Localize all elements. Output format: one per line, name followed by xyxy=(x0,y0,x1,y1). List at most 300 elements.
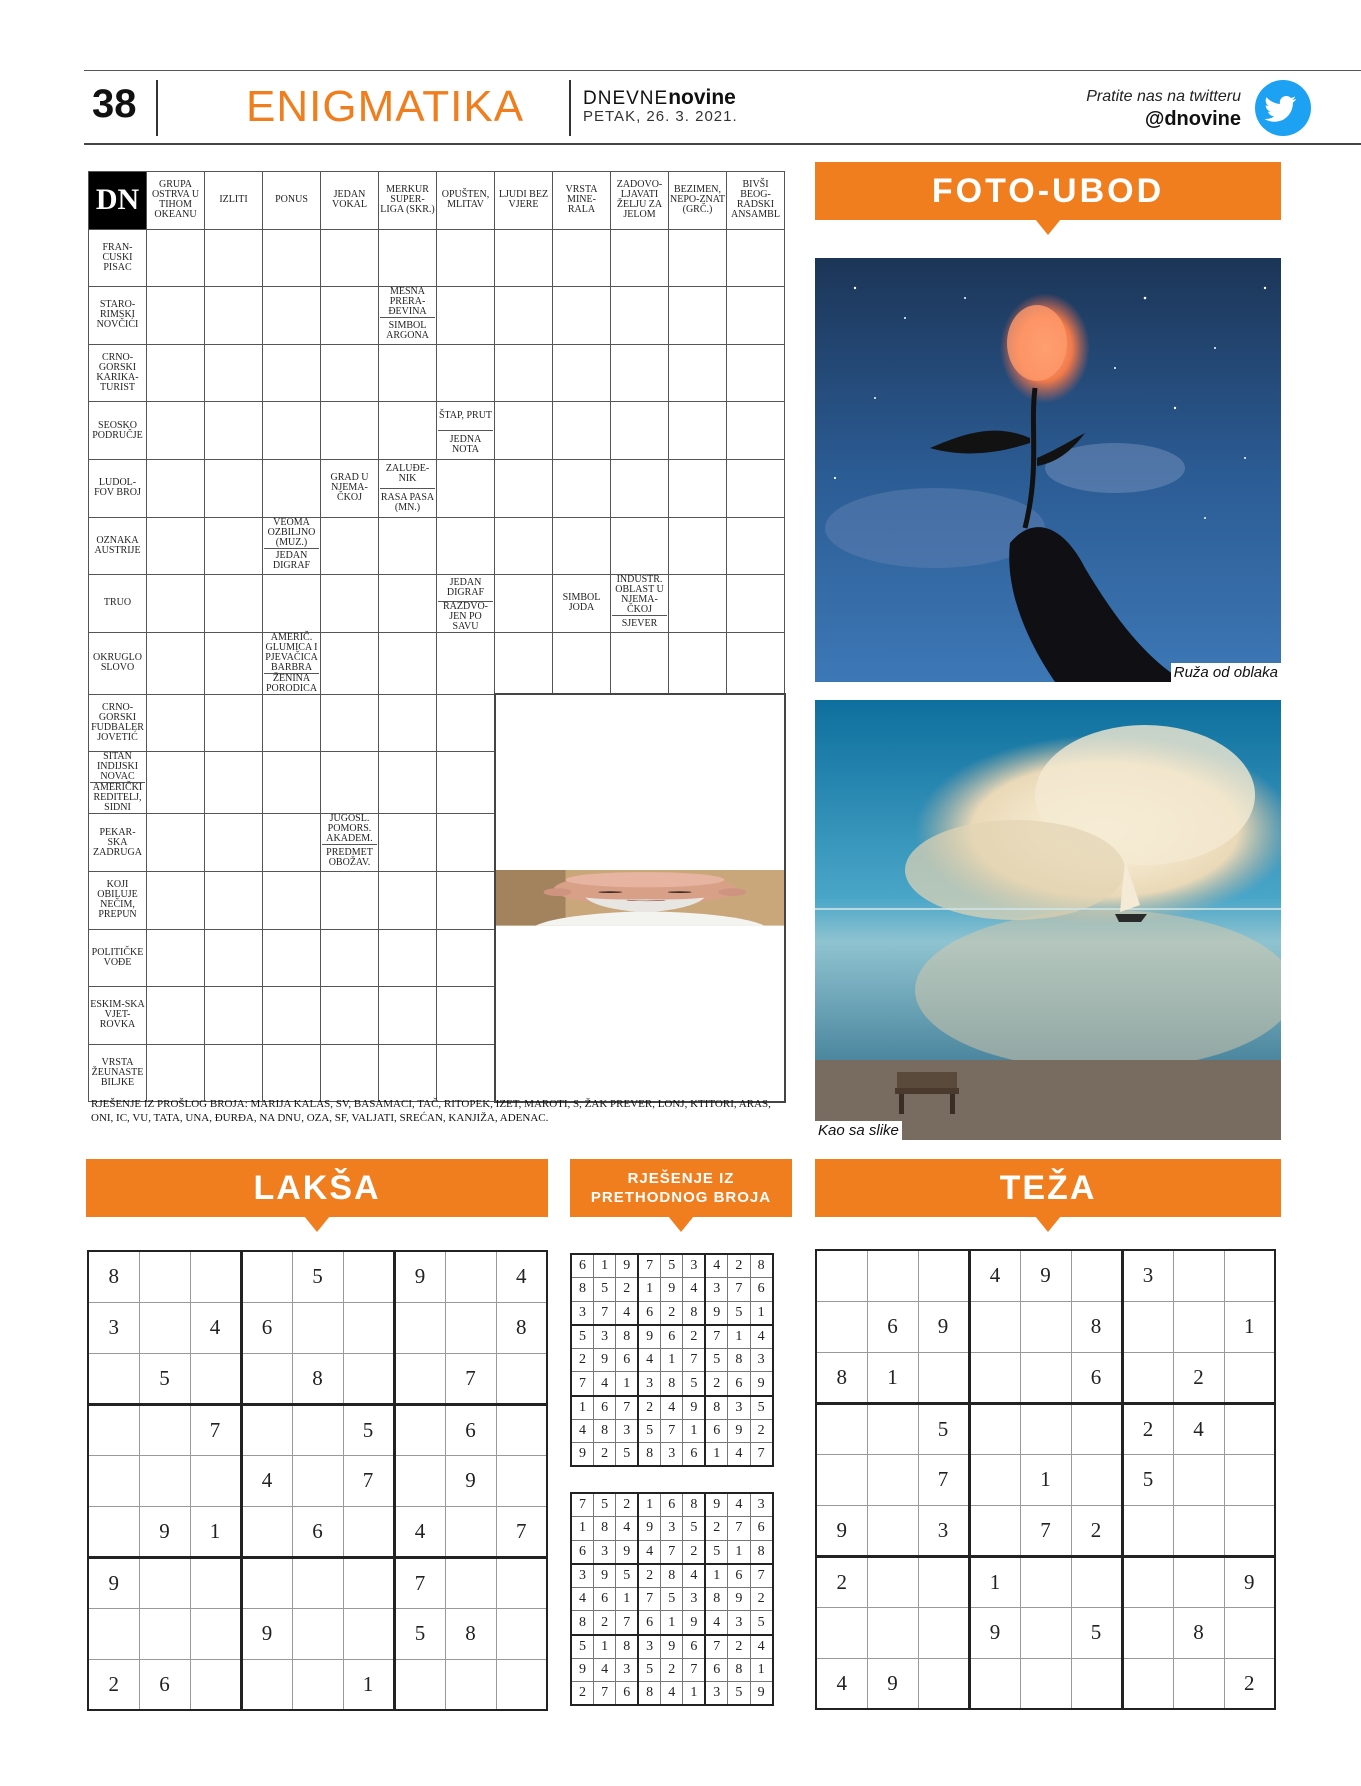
sudoku-cell xyxy=(394,1455,445,1506)
sudoku-cell: 2 xyxy=(616,1493,638,1517)
crossword-cell xyxy=(611,459,669,517)
crossword-cell xyxy=(611,229,669,287)
crossword-cell xyxy=(379,229,437,287)
sudoku-cell: 7 xyxy=(918,1454,969,1505)
crossword-cell xyxy=(611,632,669,694)
sudoku-cell: 4 xyxy=(661,1396,683,1420)
sudoku-cell: 8 xyxy=(616,1325,638,1349)
sudoku-cell xyxy=(1224,1403,1275,1454)
crossword-cell xyxy=(321,517,379,575)
twitter-handle: @dnovine xyxy=(1144,108,1241,130)
sudoku-cell xyxy=(394,1302,445,1353)
sudoku-cell: 3 xyxy=(683,1587,705,1611)
crossword-cell xyxy=(437,752,495,814)
crossword-cell xyxy=(263,344,321,402)
sudoku-cell: 2 xyxy=(705,1517,727,1541)
sudoku-cell xyxy=(343,1608,394,1659)
sudoku-cell xyxy=(1173,1250,1224,1301)
clue-text: JEDNA NOTA xyxy=(449,434,482,456)
sudoku-cell: 4 xyxy=(750,1325,772,1349)
crossword-cell xyxy=(205,814,263,872)
clue-text: AMERIČ. GLUMICA I PJEVAČICA BARBRA xyxy=(265,631,318,673)
crossword-cell xyxy=(321,632,379,694)
sudoku-cell: 4 xyxy=(593,1658,615,1682)
sudoku-cell xyxy=(1173,1454,1224,1505)
crossword-row xyxy=(89,575,785,633)
sudoku-cell: 1 xyxy=(867,1352,918,1403)
sudoku-cell: 2 xyxy=(683,1325,705,1349)
sudoku-cell xyxy=(1071,1250,1122,1301)
hard-sudoku-banner xyxy=(815,1159,1281,1217)
sudoku-cell: 4 xyxy=(394,1506,445,1557)
sudoku-cell: 7 xyxy=(616,1396,638,1420)
split-clue xyxy=(90,752,145,813)
crossword-grid xyxy=(88,171,786,1103)
sudoku-cell: 5 xyxy=(918,1403,969,1454)
crossword-cell xyxy=(495,402,553,460)
sudoku-cell xyxy=(969,1658,1020,1709)
sudoku-cell xyxy=(190,1659,241,1710)
sudoku-cell xyxy=(292,1659,343,1710)
sudoku-row xyxy=(816,1607,1275,1658)
sudoku-cell xyxy=(139,1302,190,1353)
crossword-cell xyxy=(147,752,205,814)
sudoku-cell: 6 xyxy=(661,1325,683,1349)
crossword-cell xyxy=(379,871,437,929)
clue-text: AMERIČKI REDITELJ, SIDNI xyxy=(92,782,143,814)
sudoku-row xyxy=(88,1557,547,1608)
sudoku-cell: 5 xyxy=(593,1278,615,1302)
crossword-clue xyxy=(263,632,321,694)
sudoku-cell: 8 xyxy=(616,1635,638,1659)
sudoku-row xyxy=(571,1564,773,1588)
crossword-cell xyxy=(379,987,437,1045)
sudoku-cell xyxy=(445,1506,496,1557)
crossword-cell xyxy=(437,929,495,987)
sudoku-cell: 6 xyxy=(571,1254,593,1278)
sudoku-cell xyxy=(969,1301,1020,1352)
sudoku-cell: 8 xyxy=(683,1301,705,1325)
crossword-cell xyxy=(147,402,205,460)
crossword-clue: BIVŠI BEOG-RADSKI ANSAMBL xyxy=(727,172,785,230)
crossword-cell xyxy=(437,459,495,517)
sudoku-cell: 8 xyxy=(705,1396,727,1420)
crossword-cell xyxy=(205,929,263,987)
crossword-clue: BEZIMEN, NEPO-ZNAT (GRČ.) xyxy=(669,172,727,230)
crossword-cell xyxy=(263,402,321,460)
sudoku-cell xyxy=(496,1404,547,1455)
sudoku-cell: 8 xyxy=(593,1419,615,1443)
sudoku-cell: 1 xyxy=(969,1556,1020,1607)
sudoku-cell xyxy=(1224,1505,1275,1556)
sudoku-cell: 1 xyxy=(343,1659,394,1710)
sudoku-cell xyxy=(139,1608,190,1659)
sudoku-cell: 4 xyxy=(969,1250,1020,1301)
sudoku-cell: 6 xyxy=(616,1682,638,1706)
sudoku-cell: 4 xyxy=(705,1611,727,1635)
sudoku-cell: 2 xyxy=(661,1658,683,1682)
crossword-cell xyxy=(669,402,727,460)
sudoku-cell xyxy=(918,1607,969,1658)
crossword-cell xyxy=(495,632,553,694)
crossword-clue: VRSTA ŽEUNASTE BILJKE xyxy=(89,1044,147,1102)
crossword-cell xyxy=(321,402,379,460)
crossword-cell xyxy=(321,871,379,929)
crossword-cell xyxy=(379,814,437,872)
split-clue xyxy=(264,633,319,694)
sudoku-cell xyxy=(496,1353,547,1404)
sudoku-cell: 6 xyxy=(292,1506,343,1557)
banner-arrow xyxy=(1035,1216,1061,1232)
sudoku-cell xyxy=(292,1455,343,1506)
sudoku-cell: 3 xyxy=(638,1635,660,1659)
sudoku-cell: 8 xyxy=(728,1348,750,1372)
sudoku-cell xyxy=(1173,1505,1224,1556)
hard-sudoku-grid xyxy=(815,1249,1276,1710)
sudoku-cell: 1 xyxy=(638,1278,660,1302)
crossword-cell xyxy=(437,694,495,752)
sudoku-cell xyxy=(1071,1658,1122,1709)
clue-text: SIMBOL ARGONA xyxy=(386,319,429,341)
sudoku-cell: 2 xyxy=(593,1443,615,1467)
crossword-cell xyxy=(205,459,263,517)
sudoku-cell: 2 xyxy=(1071,1505,1122,1556)
crossword-clue xyxy=(89,752,147,814)
sudoku-cell: 6 xyxy=(445,1404,496,1455)
sudoku-cell: 7 xyxy=(343,1455,394,1506)
sudoku-cell xyxy=(88,1608,139,1659)
sudoku-cell: 8 xyxy=(816,1352,867,1403)
sudoku-cell: 3 xyxy=(705,1682,727,1706)
crossword-cell xyxy=(205,402,263,460)
sudoku-cell xyxy=(88,1353,139,1404)
crossword-cell xyxy=(321,694,379,752)
sudoku-cell: 5 xyxy=(616,1564,638,1588)
crossword-cell xyxy=(495,287,553,345)
sudoku-cell: 9 xyxy=(445,1455,496,1506)
sudoku-cell: 3 xyxy=(616,1419,638,1443)
sudoku-cell: 6 xyxy=(593,1587,615,1611)
crossword-cell xyxy=(669,459,727,517)
sudoku-cell: 8 xyxy=(571,1611,593,1635)
solution-banner xyxy=(570,1159,792,1217)
sudoku-cell: 1 xyxy=(616,1587,638,1611)
crossword-clue: PEKAR-SKA ZADRUGA xyxy=(89,814,147,872)
sudoku-cell: 2 xyxy=(616,1278,638,1302)
sudoku-cell xyxy=(496,1455,547,1506)
crossword-cell xyxy=(147,694,205,752)
sudoku-cell: 4 xyxy=(661,1682,683,1706)
sudoku-cell xyxy=(190,1557,241,1608)
sudoku-cell xyxy=(88,1506,139,1557)
sudoku-cell xyxy=(969,1505,1020,1556)
sudoku-cell xyxy=(1020,1556,1071,1607)
sudoku-cell: 9 xyxy=(969,1607,1020,1658)
sudoku-cell: 9 xyxy=(683,1396,705,1420)
sudoku-cell: 3 xyxy=(1122,1250,1173,1301)
sudoku-cell: 8 xyxy=(496,1302,547,1353)
sudoku-cell: 7 xyxy=(445,1353,496,1404)
sudoku-cell: 5 xyxy=(1122,1454,1173,1505)
crossword-cell xyxy=(205,575,263,633)
sudoku-cell: 8 xyxy=(661,1564,683,1588)
crossword-cell xyxy=(147,929,205,987)
sudoku-cell: 9 xyxy=(593,1564,615,1588)
crossword-cell xyxy=(669,287,727,345)
sudoku-cell xyxy=(1122,1556,1173,1607)
sudoku-cell: 2 xyxy=(1224,1658,1275,1709)
sudoku-cell xyxy=(292,1404,343,1455)
sudoku-cell: 5 xyxy=(343,1404,394,1455)
sudoku-cell: 6 xyxy=(571,1540,593,1564)
sudoku-cell xyxy=(867,1403,918,1454)
sudoku-cell xyxy=(1122,1505,1173,1556)
sudoku-cell: 3 xyxy=(750,1493,772,1517)
sudoku-cell: 4 xyxy=(241,1455,292,1506)
crossword-cell xyxy=(263,752,321,814)
crossword-cell xyxy=(205,344,263,402)
sudoku-cell: 6 xyxy=(638,1301,660,1325)
sudoku-cell xyxy=(241,1557,292,1608)
sudoku-cell: 4 xyxy=(728,1493,750,1517)
sudoku-cell xyxy=(1020,1352,1071,1403)
clue-text: RAZDVO-JEN PO SAVU xyxy=(443,600,488,632)
sudoku-cell: 7 xyxy=(728,1278,750,1302)
sudoku-cell xyxy=(394,1353,445,1404)
crossword-cell xyxy=(437,987,495,1045)
sudoku-cell: 1 xyxy=(661,1611,683,1635)
sudoku-row xyxy=(571,1540,773,1564)
crossword-clue xyxy=(379,459,437,517)
crossword-cell xyxy=(263,871,321,929)
split-clue xyxy=(264,518,319,575)
sudoku-cell xyxy=(1122,1352,1173,1403)
sea-clouds-photo xyxy=(815,700,1281,1140)
sudoku-row xyxy=(571,1254,773,1278)
sudoku-cell xyxy=(496,1608,547,1659)
sudoku-cell: 2 xyxy=(661,1301,683,1325)
crossword-cell xyxy=(669,344,727,402)
sudoku-cell: 7 xyxy=(571,1493,593,1517)
sudoku-cell xyxy=(343,1506,394,1557)
sudoku-cell xyxy=(918,1352,969,1403)
crossword-clue: FRAN-CUSKI PISAC xyxy=(89,229,147,287)
sudoku-cell: 8 xyxy=(638,1682,660,1706)
hard-sudoku-title: TEŽA xyxy=(999,1168,1097,1207)
sudoku-cell: 5 xyxy=(571,1635,593,1659)
crossword-clue xyxy=(379,287,437,345)
solution-title-line2: PRETHODNOG BROJA xyxy=(590,1189,772,1206)
crossword-cell xyxy=(553,229,611,287)
sudoku-cell: 1 xyxy=(750,1658,772,1682)
sudoku-cell: 7 xyxy=(661,1540,683,1564)
sudoku-cell: 8 xyxy=(593,1517,615,1541)
sudoku-cell xyxy=(969,1352,1020,1403)
sudoku-cell xyxy=(816,1607,867,1658)
sudoku-cell: 3 xyxy=(88,1302,139,1353)
clue-text: JEDAN DIGRAF xyxy=(272,550,311,572)
twitter-prompt: Pratite nas na twitteru xyxy=(1086,88,1241,105)
sudoku-cell: 5 xyxy=(728,1301,750,1325)
crossword-cell xyxy=(147,459,205,517)
crossword-clue: TRUO xyxy=(89,575,147,633)
crossword-cell xyxy=(553,632,611,694)
crossword-clue: ESKIM-SKA VJET-ROVKA xyxy=(89,987,147,1045)
clue-text: INDUSTR. OBLAST U NJEMA-ČKOJ xyxy=(612,575,667,616)
sudoku-cell: 8 xyxy=(750,1540,772,1564)
easy-sudoku-title: LAKŠA xyxy=(253,1168,381,1207)
sudoku-cell: 8 xyxy=(571,1278,593,1302)
crossword-cell xyxy=(495,517,553,575)
portrait-photo xyxy=(495,694,785,1102)
sudoku-cell xyxy=(1173,1556,1224,1607)
sudoku-cell: 6 xyxy=(867,1301,918,1352)
sudoku-cell: 3 xyxy=(661,1443,683,1467)
crossword-clue: LUDOL-FOV BROJ xyxy=(89,459,147,517)
crossword-cell xyxy=(321,287,379,345)
sudoku-cell: 8 xyxy=(750,1254,772,1278)
sudoku-cell: 9 xyxy=(705,1493,727,1517)
sudoku-row xyxy=(816,1403,1275,1454)
crossword-clue: OZNAKA AUSTRIJE xyxy=(89,517,147,575)
sudoku-cell: 6 xyxy=(728,1372,750,1396)
sudoku-cell: 3 xyxy=(728,1611,750,1635)
sudoku-cell: 4 xyxy=(571,1587,593,1611)
sudoku-row xyxy=(571,1682,773,1706)
crossword-clue: JEDAN VOKAL xyxy=(321,172,379,230)
sudoku-cell xyxy=(1071,1403,1122,1454)
crossword-clue: GRAD U NJEMA-ČKOJ xyxy=(321,459,379,517)
crossword-cell xyxy=(147,229,205,287)
sudoku-cell: 2 xyxy=(728,1254,750,1278)
sudoku-cell: 5 xyxy=(638,1658,660,1682)
sudoku-cell: 3 xyxy=(571,1301,593,1325)
sudoku-cell: 6 xyxy=(661,1493,683,1517)
sudoku-cell: 2 xyxy=(638,1564,660,1588)
crossword-cell xyxy=(437,229,495,287)
crossword-cell xyxy=(205,229,263,287)
crossword-row xyxy=(89,459,785,517)
crossword-clue: SEOSKO PODRUČJE xyxy=(89,402,147,460)
sudoku-cell: 6 xyxy=(638,1611,660,1635)
sudoku-cell xyxy=(1173,1301,1224,1352)
split-clue xyxy=(438,575,493,632)
crossword-row xyxy=(89,229,785,287)
crossword-row xyxy=(89,694,785,752)
sudoku-cell: 4 xyxy=(616,1517,638,1541)
sudoku-cell: 1 xyxy=(616,1372,638,1396)
sudoku-cell: 7 xyxy=(1020,1505,1071,1556)
crossword-clue: MERKUR SUPER-LIGA (SKR.) xyxy=(379,172,437,230)
sudoku-cell xyxy=(867,1505,918,1556)
sudoku-cell: 8 xyxy=(638,1443,660,1467)
sudoku-cell: 9 xyxy=(616,1540,638,1564)
solution-title-line1: RJEŠENJE IZ xyxy=(627,1170,735,1187)
crossword-clue: OPUŠTEN, MLITAV xyxy=(437,172,495,230)
crossword-cell xyxy=(727,344,785,402)
sudoku-row xyxy=(571,1611,773,1635)
crossword-cell xyxy=(437,517,495,575)
crossword-clue: VRSTA MINE-RALA xyxy=(553,172,611,230)
split-clue xyxy=(438,402,493,459)
sudoku-cell xyxy=(445,1659,496,1710)
banner-arrow xyxy=(1035,219,1061,235)
sudoku-cell xyxy=(139,1251,190,1302)
sudoku-cell xyxy=(1224,1352,1275,1403)
sudoku-cell xyxy=(190,1251,241,1302)
crossword-row xyxy=(89,344,785,402)
crossword-cell xyxy=(205,752,263,814)
sudoku-cell: 9 xyxy=(638,1325,660,1349)
sudoku-cell xyxy=(1122,1658,1173,1709)
crossword-cell xyxy=(553,402,611,460)
sudoku-row xyxy=(571,1635,773,1659)
sudoku-cell: 4 xyxy=(638,1540,660,1564)
cloud-rose-photo xyxy=(815,258,1281,682)
crossword-cell xyxy=(147,575,205,633)
crossword-cell xyxy=(727,229,785,287)
crossword-cell xyxy=(147,517,205,575)
sudoku-cell: 1 xyxy=(683,1419,705,1443)
sudoku-cell: 3 xyxy=(918,1505,969,1556)
sudoku-cell xyxy=(190,1455,241,1506)
sudoku-cell xyxy=(394,1404,445,1455)
sudoku-cell xyxy=(88,1404,139,1455)
sudoku-cell: 9 xyxy=(705,1301,727,1325)
crossword-cell xyxy=(147,632,205,694)
sudoku-cell: 7 xyxy=(616,1611,638,1635)
split-clue xyxy=(380,460,435,517)
crossword-cell xyxy=(147,871,205,929)
sudoku-cell: 9 xyxy=(918,1301,969,1352)
sudoku-cell: 3 xyxy=(750,1348,772,1372)
sudoku-cell: 2 xyxy=(638,1396,660,1420)
crossword-cell xyxy=(263,814,321,872)
sudoku-cell xyxy=(1122,1301,1173,1352)
crossword-row xyxy=(89,517,785,575)
header-divider xyxy=(569,80,571,136)
sudoku-cell: 1 xyxy=(705,1564,727,1588)
sudoku-cell xyxy=(343,1557,394,1608)
sudoku-cell: 8 xyxy=(728,1658,750,1682)
sudoku-cell xyxy=(867,1454,918,1505)
sudoku-cell: 9 xyxy=(750,1682,772,1706)
crossword-clue xyxy=(437,402,495,460)
sudoku-cell: 6 xyxy=(750,1278,772,1302)
crossword-cell xyxy=(321,229,379,287)
crossword-cell xyxy=(205,871,263,929)
sudoku-cell xyxy=(88,1455,139,1506)
sudoku-cell: 1 xyxy=(728,1325,750,1349)
sudoku-cell: 9 xyxy=(867,1658,918,1709)
sudoku-row xyxy=(571,1493,773,1517)
sudoku-cell xyxy=(1224,1250,1275,1301)
sudoku-cell: 8 xyxy=(292,1353,343,1404)
crossword-cell xyxy=(437,344,495,402)
sudoku-cell: 6 xyxy=(593,1396,615,1420)
sudoku-cell: 9 xyxy=(661,1278,683,1302)
sudoku-row xyxy=(571,1325,773,1349)
crossword-clue: GRUPA OSTRVA U TIHOM OKEANU xyxy=(147,172,205,230)
sudoku-cell: 6 xyxy=(616,1348,638,1372)
sudoku-cell: 5 xyxy=(638,1419,660,1443)
foto-ubod-title: FOTO-UBOD xyxy=(931,171,1165,210)
sudoku-row xyxy=(88,1404,547,1455)
crossword-cell xyxy=(379,517,437,575)
sudoku-cell: 6 xyxy=(683,1443,705,1467)
crossword-cell xyxy=(379,694,437,752)
sudoku-cell xyxy=(1020,1301,1071,1352)
